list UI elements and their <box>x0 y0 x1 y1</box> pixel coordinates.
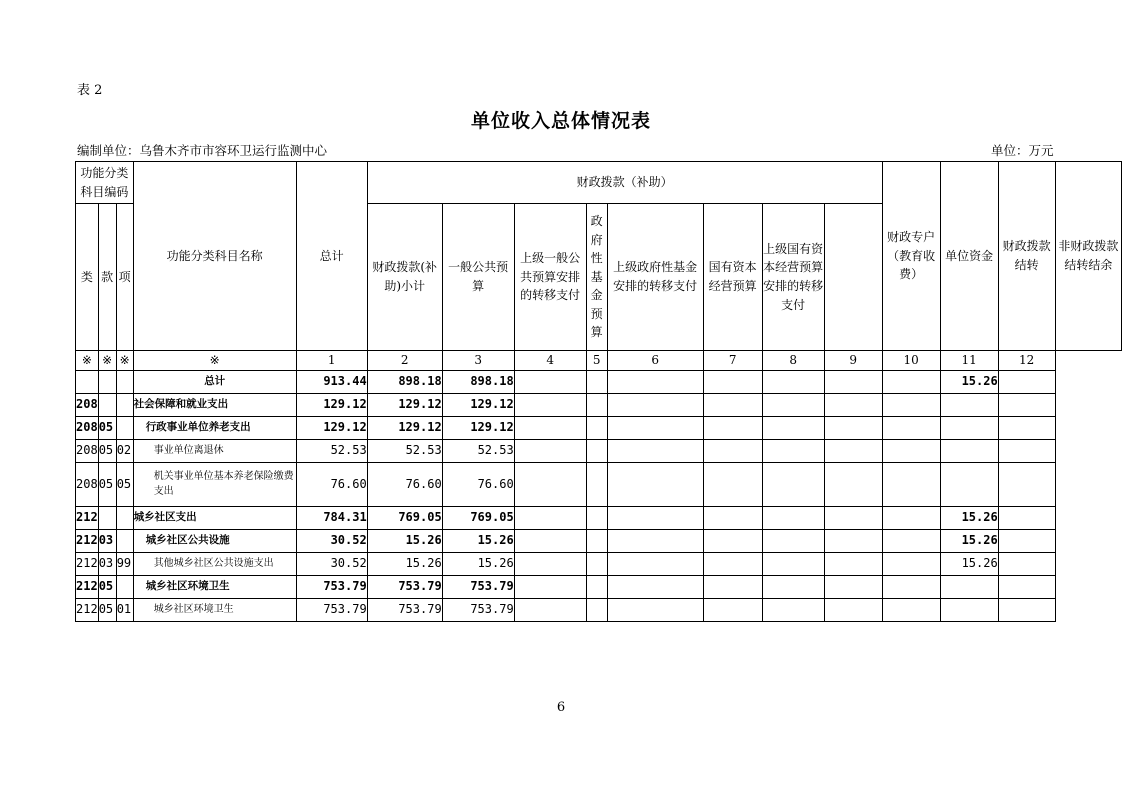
code-xiang-cell <box>116 575 133 598</box>
code-xiang-cell <box>116 529 133 552</box>
table-row <box>76 439 1122 462</box>
code-xiang-cell: 01 <box>116 598 133 621</box>
amount-cell <box>586 575 607 598</box>
amount-cell <box>940 462 998 506</box>
header-kuan: 款 <box>98 204 116 351</box>
amount-cell: 15.26 <box>940 552 998 575</box>
amount-cell: 129.12 <box>296 393 367 416</box>
amount-cell <box>882 575 940 598</box>
column-index-row <box>76 351 1122 371</box>
amount-cell: 129.12 <box>442 416 514 439</box>
amount-cell: 753.79 <box>296 598 367 621</box>
amount-cell <box>882 370 940 393</box>
code-lei-cell <box>76 370 99 393</box>
subject-name-cell: 事业单位离退休 <box>133 439 296 462</box>
code-xiang-cell <box>116 416 133 439</box>
code-kuan-cell: 03 <box>98 552 116 575</box>
amount-cell <box>703 416 762 439</box>
header-total: 总计 <box>296 162 367 351</box>
amount-cell: 753.79 <box>367 598 442 621</box>
code-xiang-cell <box>116 506 133 529</box>
page-title: 单位收入总体情况表 <box>470 110 651 132</box>
amount-cell <box>762 506 824 529</box>
subject-name-cell: 城乡社区公共设施 <box>133 529 296 552</box>
amount-cell <box>882 416 940 439</box>
amount-cell <box>998 439 1055 462</box>
amount-cell <box>586 598 607 621</box>
amount-cell: 753.79 <box>442 598 514 621</box>
amount-cell <box>824 552 882 575</box>
column-index-cell: 12 <box>998 351 1055 371</box>
amount-cell: 52.53 <box>442 439 514 462</box>
amount-cell: 753.79 <box>367 575 442 598</box>
amount-cell <box>586 552 607 575</box>
amount-cell <box>998 598 1055 621</box>
amount-cell <box>703 506 762 529</box>
amount-cell <box>940 439 998 462</box>
amount-cell <box>824 506 882 529</box>
amount-cell <box>824 598 882 621</box>
subject-name-cell: 行政事业单位养老支出 <box>133 416 296 439</box>
subject-name-cell: 社会保障和就业支出 <box>133 393 296 416</box>
amount-cell <box>998 370 1055 393</box>
amount-cell <box>703 462 762 506</box>
amount-cell: 129.12 <box>442 393 514 416</box>
amount-cell <box>940 598 998 621</box>
table-row <box>76 598 1122 621</box>
amount-cell <box>940 416 998 439</box>
column-index-cell: ※ <box>98 351 116 371</box>
income-summary-table <box>75 161 1122 622</box>
column-index-cell: 10 <box>882 351 940 371</box>
header-lei: 类 <box>76 204 99 351</box>
header-upper-gov-fund-transfer: 上级政府性基金安排的转移支付 <box>607 204 703 351</box>
code-lei-cell: 212 <box>76 506 99 529</box>
amount-cell <box>998 462 1055 506</box>
amount-cell <box>998 529 1055 552</box>
amount-cell <box>762 552 824 575</box>
amount-cell <box>762 370 824 393</box>
amount-cell <box>514 552 586 575</box>
amount-cell <box>607 506 703 529</box>
amount-cell <box>703 393 762 416</box>
amount-cell <box>824 575 882 598</box>
amount-cell <box>762 462 824 506</box>
amount-cell: 52.53 <box>296 439 367 462</box>
amount-cell: 15.26 <box>442 552 514 575</box>
amount-cell: 753.79 <box>296 575 367 598</box>
amount-cell <box>514 370 586 393</box>
amount-cell <box>762 416 824 439</box>
amount-cell <box>586 439 607 462</box>
table-row <box>76 462 1122 506</box>
amount-cell: 769.05 <box>367 506 442 529</box>
amount-cell <box>824 416 882 439</box>
code-kuan-cell: 05 <box>98 598 116 621</box>
amount-cell <box>607 439 703 462</box>
amount-cell: 784.31 <box>296 506 367 529</box>
amount-cell <box>824 393 882 416</box>
header-xiang: 项 <box>116 204 133 351</box>
amount-cell <box>703 529 762 552</box>
header-gov-fund-budget: 政府性基金预算 <box>586 204 607 351</box>
amount-cell: 52.53 <box>367 439 442 462</box>
compiling-unit: 编制单位：乌鲁木齐市市容环卫运行监测中心 <box>77 143 328 158</box>
subject-name-cell: 城乡社区支出 <box>133 506 296 529</box>
code-xiang-cell: 05 <box>116 462 133 506</box>
amount-cell <box>703 552 762 575</box>
header-general-budget: 一般公共预算 <box>442 204 514 351</box>
column-index-cell: 6 <box>607 351 703 371</box>
table-row <box>76 552 1122 575</box>
amount-cell <box>882 439 940 462</box>
subject-name-cell: 总计 <box>133 370 296 393</box>
subject-name-cell: 城乡社区环境卫生 <box>133 598 296 621</box>
amount-cell <box>998 393 1055 416</box>
amount-cell <box>998 575 1055 598</box>
header-fiscal-special: 财政专户（教育收费） <box>882 162 940 351</box>
amount-cell <box>703 575 762 598</box>
amount-cell <box>882 506 940 529</box>
amount-cell <box>824 462 882 506</box>
code-lei-cell: 212 <box>76 552 99 575</box>
header-name: 功能分类科目名称 <box>133 162 296 351</box>
code-lei-cell: 208 <box>76 416 99 439</box>
amount-cell <box>607 370 703 393</box>
column-index-cell: 11 <box>940 351 998 371</box>
amount-cell <box>762 598 824 621</box>
amount-cell <box>762 575 824 598</box>
header-fiscal-carryover: 财政拨款结转 <box>998 162 1055 351</box>
code-xiang-cell: 02 <box>116 439 133 462</box>
amount-cell <box>882 598 940 621</box>
table-label: 表 2 <box>77 83 103 98</box>
amount-cell <box>703 439 762 462</box>
amount-cell <box>882 529 940 552</box>
amount-cell <box>514 462 586 506</box>
code-kuan-cell: 05 <box>98 462 116 506</box>
code-kuan-cell: 05 <box>98 416 116 439</box>
table-row <box>76 529 1122 552</box>
code-kuan-cell <box>98 370 116 393</box>
column-index-cell: ※ <box>133 351 296 371</box>
header-fiscal-subtotal: 财政拨款(补助)小计 <box>367 204 442 351</box>
amount-cell: 15.26 <box>442 529 514 552</box>
subject-name-cell: 其他城乡社区公共设施支出 <box>133 552 296 575</box>
column-index-cell: 4 <box>514 351 586 371</box>
amount-cell <box>882 393 940 416</box>
amount-cell <box>824 439 882 462</box>
amount-cell <box>607 529 703 552</box>
table-row <box>76 393 1122 416</box>
amount-cell <box>824 370 882 393</box>
amount-cell <box>998 552 1055 575</box>
amount-cell <box>607 416 703 439</box>
amount-cell: 15.26 <box>940 506 998 529</box>
code-lei-cell: 208 <box>76 462 99 506</box>
amount-cell <box>514 598 586 621</box>
amount-cell: 913.44 <box>296 370 367 393</box>
code-lei-cell: 208 <box>76 439 99 462</box>
amount-cell <box>703 598 762 621</box>
amount-cell <box>998 416 1055 439</box>
amount-cell <box>998 506 1055 529</box>
column-index-cell: 9 <box>824 351 882 371</box>
code-kuan-cell <box>98 506 116 529</box>
column-index-cell: ※ <box>76 351 99 371</box>
amount-cell <box>824 529 882 552</box>
header-row-1 <box>76 162 1122 204</box>
amount-cell <box>514 393 586 416</box>
amount-cell <box>940 393 998 416</box>
amount-cell: 76.60 <box>296 462 367 506</box>
amount-cell: 30.52 <box>296 529 367 552</box>
table-row <box>76 575 1122 598</box>
amount-cell <box>607 552 703 575</box>
amount-cell <box>514 439 586 462</box>
amount-cell <box>703 370 762 393</box>
amount-cell <box>514 416 586 439</box>
table-row <box>76 370 1122 393</box>
currency-unit: 单位：万元 <box>991 143 1054 158</box>
page-number: 6 <box>556 700 566 715</box>
code-xiang-cell <box>116 370 133 393</box>
amount-cell <box>607 575 703 598</box>
code-xiang-cell <box>116 393 133 416</box>
amount-cell: 15.26 <box>367 529 442 552</box>
column-index-cell: 1 <box>296 351 367 371</box>
amount-cell: 753.79 <box>442 575 514 598</box>
column-index-cell: 8 <box>762 351 824 371</box>
code-lei-cell: 212 <box>76 598 99 621</box>
column-index-cell: ※ <box>116 351 133 371</box>
amount-cell <box>940 575 998 598</box>
amount-cell: 76.60 <box>367 462 442 506</box>
code-lei-cell: 208 <box>76 393 99 416</box>
amount-cell <box>514 506 586 529</box>
amount-cell: 15.26 <box>367 552 442 575</box>
header-state-capital-budget: 国有资本经营预算 <box>703 204 762 351</box>
amount-cell <box>586 462 607 506</box>
amount-cell: 15.26 <box>940 370 998 393</box>
amount-cell: 898.18 <box>367 370 442 393</box>
column-index-cell: 5 <box>586 351 607 371</box>
header-code-group: 功能分类科目编码 <box>76 162 134 204</box>
subject-name-cell: 机关事业单位基本养老保险缴费支出 <box>133 462 296 506</box>
amount-cell: 769.05 <box>442 506 514 529</box>
amount-cell <box>514 529 586 552</box>
amount-cell <box>607 393 703 416</box>
amount-cell <box>586 393 607 416</box>
amount-cell: 129.12 <box>367 416 442 439</box>
code-kuan-cell: 03 <box>98 529 116 552</box>
amount-cell <box>586 370 607 393</box>
header-fiscal-group: 财政拨款（补助） <box>367 162 882 204</box>
amount-cell: 30.52 <box>296 552 367 575</box>
amount-cell <box>514 575 586 598</box>
header-upper-state-capital-transfer: 上级国有资本经营预算安排的转移支付 <box>762 204 824 351</box>
column-index-cell: 3 <box>442 351 514 371</box>
code-kuan-cell: 05 <box>98 439 116 462</box>
code-kuan-cell <box>98 393 116 416</box>
amount-cell <box>607 462 703 506</box>
amount-cell: 129.12 <box>296 416 367 439</box>
code-kuan-cell: 05 <box>98 575 116 598</box>
table-row <box>76 506 1122 529</box>
header-nonfiscal-carryover: 非财政拨款结转结余 <box>1055 162 1121 351</box>
header-unit-funds: 单位资金 <box>940 162 998 351</box>
amount-cell: 898.18 <box>442 370 514 393</box>
amount-cell: 76.60 <box>442 462 514 506</box>
subject-name-cell: 城乡社区环境卫生 <box>133 575 296 598</box>
code-lei-cell: 212 <box>76 529 99 552</box>
amount-cell <box>586 529 607 552</box>
amount-cell <box>762 393 824 416</box>
amount-cell <box>586 416 607 439</box>
amount-cell <box>586 506 607 529</box>
amount-cell <box>762 439 824 462</box>
amount-cell: 129.12 <box>367 393 442 416</box>
code-lei-cell: 212 <box>76 575 99 598</box>
header-upper-general-transfer: 上级一般公共预算安排的转移支付 <box>514 204 586 351</box>
amount-cell: 15.26 <box>940 529 998 552</box>
column-index-cell: 7 <box>703 351 762 371</box>
amount-cell <box>607 598 703 621</box>
amount-cell <box>762 529 824 552</box>
amount-cell <box>882 462 940 506</box>
table-row <box>76 416 1122 439</box>
column-index-cell: 2 <box>367 351 442 371</box>
amount-cell <box>882 552 940 575</box>
code-xiang-cell: 99 <box>116 552 133 575</box>
